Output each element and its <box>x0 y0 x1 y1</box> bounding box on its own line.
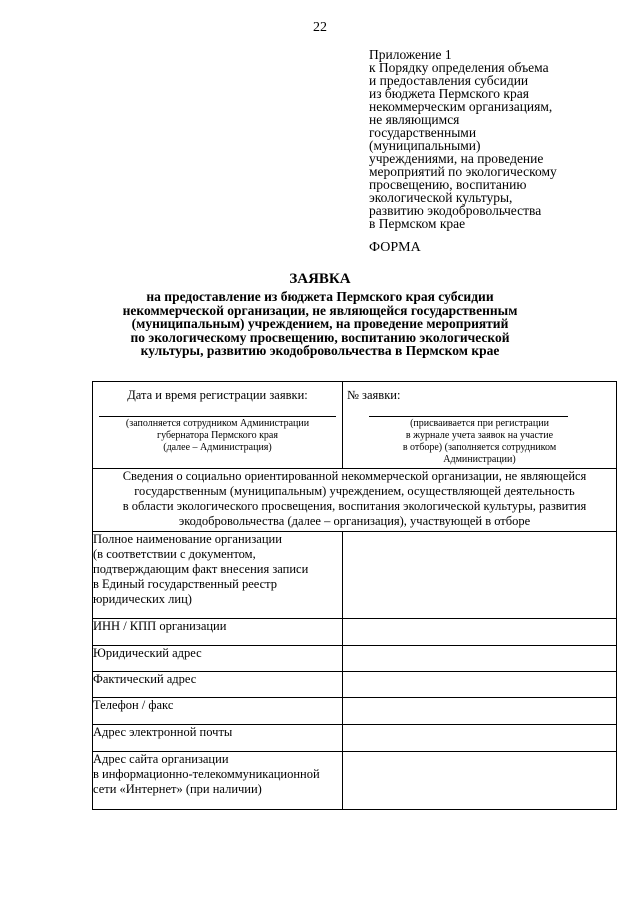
registration-row <box>93 382 617 469</box>
info-line: Сведения о социально ориентированной некоммерческой организации, не являющейся <box>122 469 587 483</box>
appendix-line: мероприятий по экологическому <box>369 164 557 179</box>
registration-number-cell <box>343 382 617 469</box>
label-line: Фактический адрес <box>93 672 197 686</box>
value-legal-address[interactable] <box>343 646 617 672</box>
note-line: (заполняется сотрудником Администрации <box>125 418 310 429</box>
registration-date-cell <box>93 382 343 469</box>
appendix-line: Приложение 1 <box>369 47 452 62</box>
label-line: Телефон / факс <box>93 698 174 712</box>
organization-info-row <box>93 469 617 532</box>
appendix-header <box>369 48 609 230</box>
table-row <box>93 532 617 619</box>
appendix-line: к Порядку определения объема <box>369 60 549 75</box>
subtitle-line: (муниципальным) учреждением, на проведение мероприятий <box>131 316 509 331</box>
row-label-full-name <box>93 532 343 619</box>
label-line: Полное наименование организации <box>93 532 282 546</box>
info-line: государственным (муниципальным) учреждением, осуществляющей деятельность <box>134 484 575 498</box>
registration-number-label: № заявки: <box>347 388 401 402</box>
label-line: в Единый государственный реестр <box>93 577 278 591</box>
value-inn-kpp[interactable] <box>343 619 617 646</box>
appendix-line: экологической культуры, <box>369 190 513 205</box>
appendix-line: не являющимся <box>369 112 460 127</box>
page-number: 22 <box>313 20 327 35</box>
appendix-line: развитию экодобровольчества <box>369 203 542 218</box>
document-title: ЗАЯВКА <box>289 271 351 287</box>
value-actual-address[interactable] <box>343 672 617 698</box>
note-line: губернатора Пермского края <box>157 430 278 441</box>
appendix-line: государственными <box>369 125 477 140</box>
appendix-line: просвещению, воспитанию <box>369 177 527 192</box>
row-label-actual-address <box>93 672 343 698</box>
note-line: (присваивается при регистрации <box>410 418 549 429</box>
appendix-line: некоммерческим организациям, <box>369 99 553 114</box>
subtitle-line: по экологическому просвещению, воспитанию экологической <box>130 329 510 345</box>
label-line: Адрес сайта организации <box>93 752 229 766</box>
appendix-line: и предоставления субсидии <box>369 73 529 88</box>
note-line: в журнале учета заявок на участие <box>405 430 554 441</box>
registration-date-field[interactable] <box>99 416 336 417</box>
appendix-line: (муниципальными) <box>369 138 481 153</box>
document-subtitle <box>60 290 580 358</box>
subtitle-line: культуры, развитию экодобровольчества в Пермском крае <box>140 343 500 358</box>
appendix-line: из бюджета Пермского края <box>369 86 529 101</box>
row-label-inn-kpp <box>93 619 343 646</box>
table-row <box>93 619 617 646</box>
label-line: Адрес электронной почты <box>93 725 233 739</box>
row-label-email <box>93 725 343 752</box>
value-full-name[interactable] <box>343 532 617 619</box>
organization-info-cell <box>93 469 617 532</box>
table-row <box>93 725 617 752</box>
registration-date-label: Дата и время регистрации заявки: <box>127 388 308 402</box>
subtitle-line: на предоставление из бюджета Пермского края субсидии <box>146 289 494 304</box>
label-line: Юридический адрес <box>93 646 202 660</box>
form-label: ФОРМА <box>369 240 421 255</box>
label-line: юридических лиц) <box>93 592 192 606</box>
table-row <box>93 646 617 672</box>
label-line: ИНН / КПП организации <box>93 619 227 633</box>
label-line: (в соответствии с документом, <box>93 547 256 561</box>
note-line: Администрации) <box>443 454 516 465</box>
row-label-legal-address <box>93 646 343 672</box>
value-email[interactable] <box>343 725 617 752</box>
row-label-website <box>93 752 343 810</box>
info-line: экодобровольчества (далее – организация), участвующей в отборе <box>178 514 531 528</box>
application-form-table <box>92 381 617 810</box>
appendix-line: учреждениями, на проведение <box>369 151 544 166</box>
label-line: сети «Интернет» (при наличии) <box>93 782 262 796</box>
value-website[interactable] <box>343 752 617 810</box>
table-row <box>93 672 617 698</box>
note-line: (далее – Администрация) <box>163 442 272 453</box>
note-line: в отборе) (заполняется сотрудником <box>402 442 557 453</box>
registration-date-note <box>93 418 342 454</box>
table-row <box>93 752 617 810</box>
value-phone-fax[interactable] <box>343 698 617 725</box>
table-row <box>93 698 617 725</box>
label-line: в информационно-телекоммуникационной <box>93 767 320 781</box>
registration-number-note <box>343 418 616 466</box>
info-line: в области экологического просвещения, воспитания экологической культуры, развития <box>122 499 587 513</box>
row-label-phone-fax <box>93 698 343 725</box>
appendix-line: в Пермском крае <box>369 216 466 231</box>
label-line: подтверждающим факт внесения записи <box>93 562 309 576</box>
registration-number-field[interactable] <box>369 416 568 417</box>
subtitle-line: некоммерческой организации, не являющейся государственным <box>122 302 518 318</box>
